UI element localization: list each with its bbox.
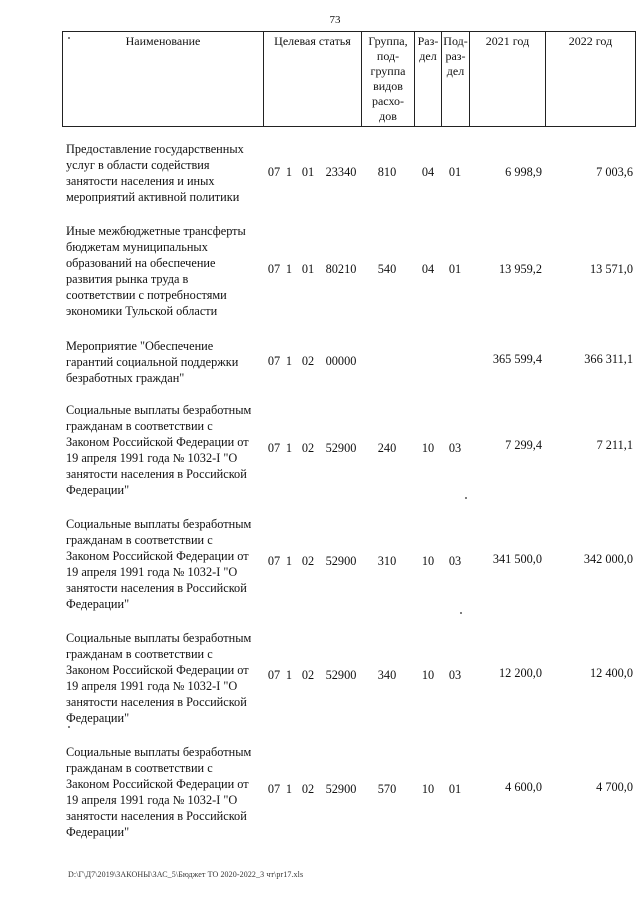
target-code-2: 1 [285,782,293,796]
group-code: 240 [377,441,397,455]
row-name: Социальные выплаты безработным гражданам в соответствии с Законом Российской Федерации от 19 апреля 1991 года № 1032-I "О занятости населения в Российской Федерации" [66,745,252,839]
target-code-4: 52900 [325,441,357,455]
value-2021: 12 200,0 [498,666,542,680]
scan-speck [68,37,70,39]
value-2022: 366 311,1 [584,352,633,366]
target-code-2: 1 [285,554,293,568]
scan-speck [68,726,70,728]
target-code-3: 02 [301,554,315,568]
page-number: 73 [329,14,341,26]
row-name: Предоставление государственных услуг в области содействия занятости населения и иных мероприятий активной политики [66,142,244,204]
header-subsection: Под- раз- дел [443,34,468,78]
group-code: 810 [377,165,397,179]
target-code-3: 01 [301,262,315,276]
header-name: Наименование [125,34,201,48]
group-code: 340 [377,668,397,682]
value-2021: 13 959,2 [498,262,542,276]
header-divider [635,31,636,127]
subsection-code: 03 [448,668,462,682]
target-code-1: 07 [267,554,281,568]
target-code-4: 52900 [325,554,357,568]
section-code: 10 [421,782,435,796]
subsection-code: 01 [448,262,462,276]
scan-speck [465,497,467,499]
header-target: Целевая статья [274,34,351,48]
value-2021: 7 299,4 [505,438,542,452]
group-code: 310 [377,554,397,568]
value-2022: 12 400,0 [589,666,633,680]
value-2022: 4 700,0 [596,780,633,794]
target-code-3: 02 [301,782,315,796]
target-code-1: 07 [267,354,281,368]
target-code-4: 00000 [325,354,357,368]
value-2022: 13 571,0 [589,262,633,276]
target-code-4: 52900 [325,782,357,796]
section-code: 04 [421,165,435,179]
subsection-code: 01 [448,782,462,796]
footer-file-path: D:\Г\Д7\2019\ЗАКОНЫ\ЗАС_5\Бюджет ТО 2020-2022_3 чт\pr17.xls [68,870,304,879]
target-code-2: 1 [285,668,293,682]
target-code-1: 07 [267,441,281,455]
header-2022: 2022 год [568,34,613,48]
scan-speck [460,612,462,614]
target-code-4: 52900 [325,668,357,682]
subsection-code: 03 [448,441,462,455]
group-code: 540 [377,262,397,276]
target-code-2: 1 [285,441,293,455]
header-top-border [62,31,636,32]
target-code-3: 02 [301,354,315,368]
section-code: 10 [421,554,435,568]
value-2022: 7 211,1 [596,438,633,452]
target-code-2: 1 [285,354,293,368]
value-2021: 4 600,0 [505,780,542,794]
target-code-1: 07 [267,782,281,796]
value-2022: 7 003,6 [596,165,633,179]
target-code-4: 23340 [325,165,357,179]
row-name: Социальные выплаты безработным гражданам в соответствии с Законом Российской Федерации от 19 апреля 1991 года № 1032-I "О занятости населения в Российской Федерации" [66,517,252,611]
section-code: 10 [421,668,435,682]
row-name: Социальные выплаты безработным гражданам в соответствии с Законом Российской Федерации от 19 апреля 1991 года № 1032-I "О занятости населения в Российской Федерации" [66,403,252,497]
target-code-1: 07 [267,165,281,179]
row-name: Социальные выплаты безработным гражданам в соответствии с Законом Российской Федерации от 19 апреля 1991 года № 1032-I "О занятости населения в Российской Федерации" [66,631,252,725]
group-code: 570 [377,782,397,796]
value-2021: 365 599,4 [492,352,542,366]
target-code-1: 07 [267,262,281,276]
header-2021: 2021 год [485,34,530,48]
value-2022: 342 000,0 [583,552,633,566]
target-code-1: 07 [267,668,281,682]
row-name: Мероприятие "Обеспечение гарантий социальной поддержки безработных граждан" [66,339,239,385]
row-name: Иные межбюджетные трансферты бюджетам муниципальных образований на обеспечение развития рынка труда в соответствии с потребностями экономики Тульской области [66,224,246,318]
header-section: Раз- дел [417,34,439,63]
target-code-4: 80210 [325,262,357,276]
target-code-3: 02 [301,441,315,455]
subsection-code: 03 [448,554,462,568]
header-group: Группа, под- группа видов расхо- дов [368,34,408,123]
value-2021: 341 500,0 [492,552,542,566]
header-bottom-border [62,126,636,127]
section-code: 10 [421,441,435,455]
section-code: 04 [421,262,435,276]
target-code-3: 01 [301,165,315,179]
target-code-2: 1 [285,262,293,276]
subsection-code: 01 [448,165,462,179]
target-code-3: 02 [301,668,315,682]
value-2021: 6 998,9 [505,165,542,179]
target-code-2: 1 [285,165,293,179]
